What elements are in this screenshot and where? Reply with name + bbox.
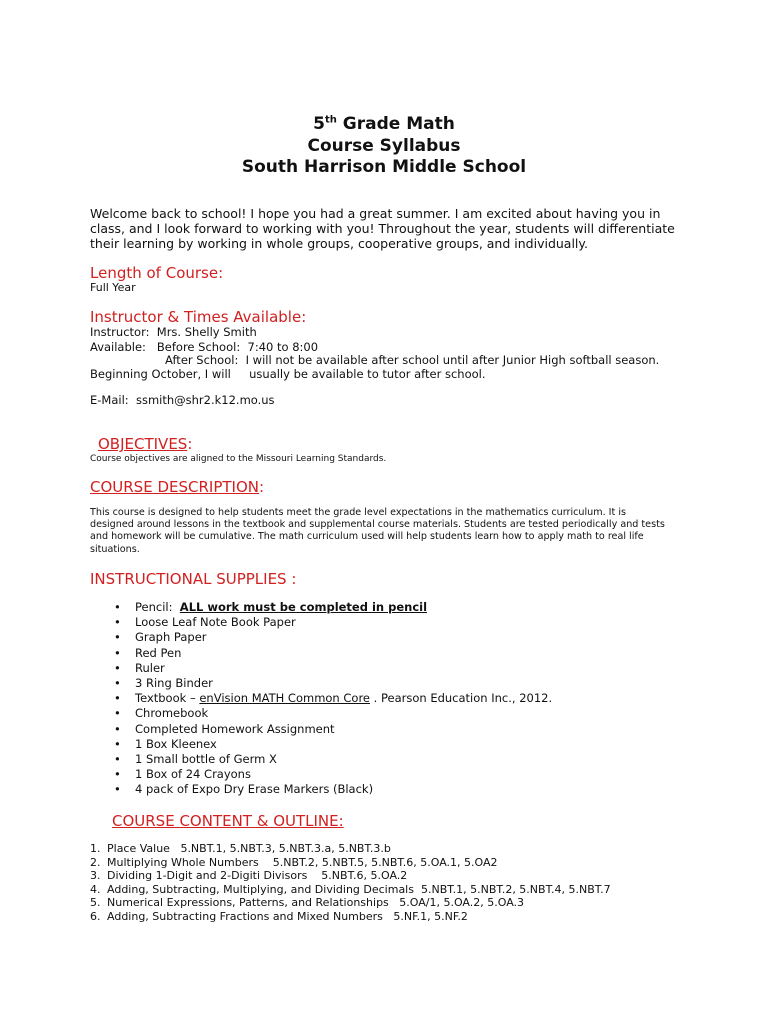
objectives-title: OBJECTIVES	[98, 435, 188, 453]
supplies-heading: INSTRUCTIONAL SUPPLIES :	[90, 570, 297, 588]
description-colon: :	[258, 478, 265, 496]
objectives-text: Course objectives are aligned to the Missouri Learning Standards.	[90, 454, 387, 464]
bullet: •	[114, 615, 121, 630]
list-item	[90, 842, 730, 856]
outline-text: Adding, Subtracting Fractions and Mixed Numbers 5.NF.1, 5.NF.2	[107, 909, 468, 923]
available-after: After School: I will not be available after school until after Junior High softball season.	[165, 353, 660, 367]
supply-item: Chromebook	[135, 706, 209, 721]
list-item	[90, 646, 690, 661]
outline-text: Dividing 1-Digit and 2-Digiti Divisors 5.NBT.6, 5.OA.2	[107, 869, 408, 882]
list-item	[90, 896, 730, 910]
length-value: Full Year	[90, 281, 136, 294]
page-title-syllabus: Course Syllabus	[307, 136, 461, 156]
supply-item: 1 Box of 24 Crayons	[135, 767, 251, 782]
bullet: •	[114, 691, 121, 706]
outline-number: 5.	[90, 896, 101, 909]
outline-text: Numerical Expressions, Patterns, and Relationships 5.OA/1, 5.OA.2, 5.OA.3	[107, 896, 525, 909]
textbook-suffix: . Pearson Education Inc., 2012.	[370, 691, 553, 706]
grade-title: Grade Math	[336, 114, 455, 134]
list-item	[90, 661, 690, 676]
outline-number: 2.	[90, 855, 101, 869]
list-item	[90, 883, 730, 897]
bullet: •	[114, 706, 121, 721]
outline-list	[90, 842, 730, 923]
list-item	[90, 869, 730, 883]
list-item	[90, 630, 690, 645]
list-item	[90, 856, 730, 870]
supply-item: Ruler	[135, 660, 165, 675]
bullet: •	[114, 600, 121, 614]
supply-item: 1 Box Kleenex	[135, 736, 217, 751]
supply-item: 1 Small bottle of Germ X	[135, 752, 277, 767]
bullet: •	[114, 752, 121, 767]
instructor-name: Instructor: Mrs. Shelly Smith	[90, 325, 257, 339]
length-heading: Length of Course:	[90, 264, 224, 282]
outline-number: 1.	[90, 842, 101, 855]
page-title-grade	[0, 114, 768, 135]
bullet: •	[114, 767, 121, 782]
textbook-title: enVision MATH Common Core	[199, 691, 370, 706]
bullet: •	[114, 736, 121, 751]
available-before: Available: Before School: 7:40 to 8:00	[90, 340, 319, 354]
supply-item: Completed Homework Assignment	[135, 721, 335, 736]
outline-number: 4.	[90, 882, 101, 896]
intro-paragraph: Welcome back to school! I hope you had a great summer. I am excited about having you in class, and I look forward to working with you! Throughout the year, students will differentiate their learning by working in whole groups, cooperative groups, and individually.	[90, 206, 675, 251]
outline-number: 3.	[90, 869, 101, 882]
list-item	[90, 706, 690, 721]
bullet: •	[114, 782, 121, 797]
outline-heading: COURSE CONTENT & OUTLINE:	[112, 812, 344, 830]
grade-number: 5	[313, 114, 325, 134]
page-title-school: South Harrison Middle School	[241, 157, 527, 177]
objectives-colon: :	[187, 435, 193, 453]
list-item	[90, 767, 690, 782]
textbook-prefix: Textbook –	[135, 691, 200, 706]
list-item	[90, 676, 690, 691]
supply-item: 3 Ring Binder	[135, 676, 213, 691]
supply-item: Red Pen	[135, 645, 182, 660]
bullet: •	[114, 660, 121, 675]
list-item	[90, 722, 690, 737]
supply-item: Graph Paper	[135, 630, 207, 645]
outline-number: 6.	[90, 909, 101, 923]
supply-item: 4 pack of Expo Dry Erase Markers (Black)	[135, 782, 374, 797]
bullet: •	[114, 630, 121, 645]
outline-text: Adding, Subtracting, Multiplying, and Dividing Decimals 5.NBT.1, 5.NBT.2, 5.NBT.4, 5.NBT.7	[107, 882, 611, 896]
bullet: •	[114, 721, 121, 736]
description-heading	[90, 478, 264, 496]
supplies-list	[90, 600, 690, 798]
outline-text: Multiplying Whole Numbers 5.NBT.2, 5.NBT.5, 5.NBT.6, 5.OA.1, 5.OA2	[107, 855, 498, 869]
list-item	[90, 615, 690, 630]
outline-text: Place Value 5.NBT.1, 5.NBT.3, 5.NBT.3.a, 5.NBT.3.b	[107, 842, 391, 855]
bullet: •	[114, 676, 121, 691]
objectives-heading	[98, 435, 192, 453]
bullet: •	[114, 645, 121, 660]
list-item	[90, 752, 690, 767]
pencil-note: ALL work must be completed in pencil	[179, 600, 428, 614]
grade-suffix: th	[324, 114, 337, 126]
list-item	[90, 600, 690, 615]
description-text: This course is designed to help students meet the grade level expectations in the mathematics curriculum. It is designed around lessons in the textbook and supplemental course materials. Students are tested periodically and tests and homework will be cumulative. The math curriculum used will help students learn how to apply math to real life situations.	[90, 507, 665, 555]
list-item	[90, 691, 690, 706]
instructor-heading: Instructor & Times Available:	[90, 308, 307, 326]
description-title: COURSE DESCRIPTION	[90, 478, 259, 496]
list-item	[90, 782, 690, 797]
available-october: Beginning October, I will usually be available to tutor after school.	[90, 367, 486, 381]
pencil-label: Pencil:	[135, 600, 180, 614]
supply-item: Loose Leaf Note Book Paper	[135, 615, 296, 630]
list-item	[90, 910, 730, 924]
list-item	[90, 737, 690, 752]
instructor-email[interactable]: E-Mail: ssmith@shr2.k12.mo.us	[90, 393, 275, 407]
